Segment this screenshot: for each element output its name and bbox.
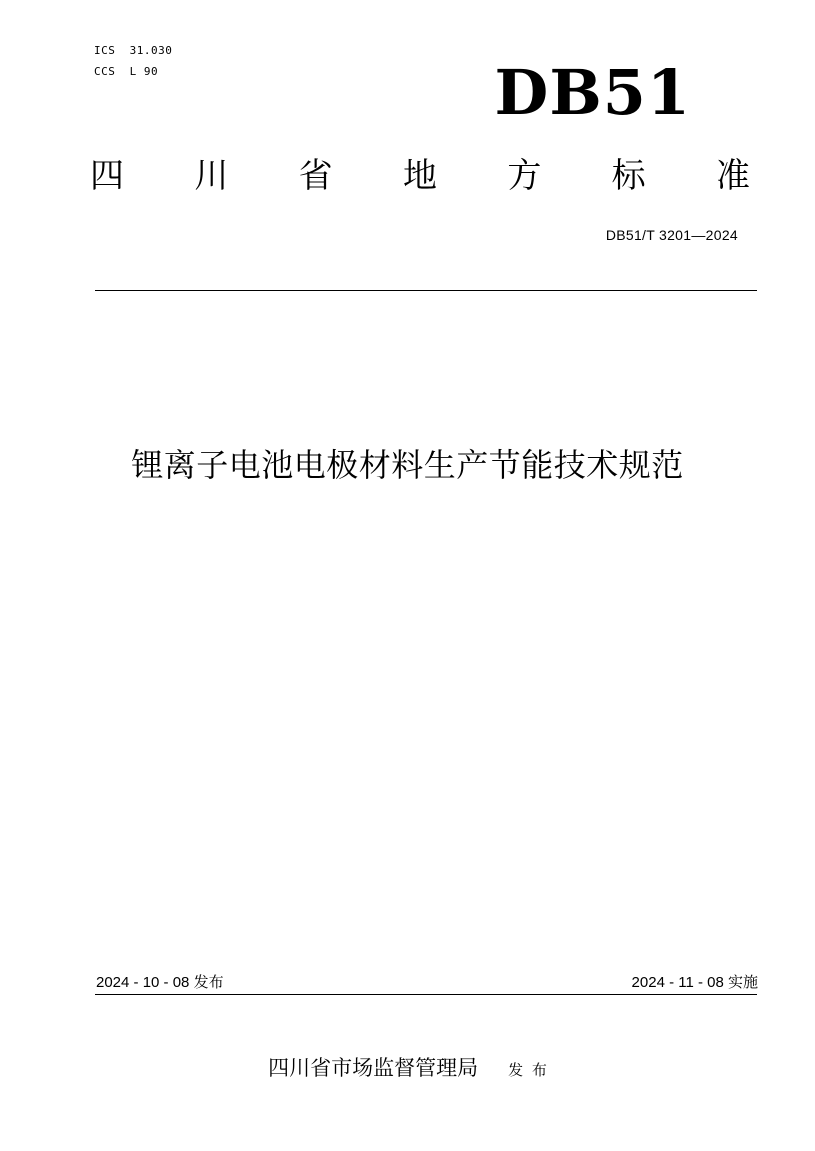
implementation-date: 2024 - 11 - 08 实施	[631, 974, 758, 991]
document-title: 锂离子电池电极材料生产节能技术规范	[131, 446, 684, 484]
standard-type-char: 川	[194, 156, 229, 196]
classification-codes	[94, 40, 172, 82]
standard-code-logo: DB51	[494, 56, 691, 129]
standard-type-char: 省	[298, 156, 333, 196]
issuer-line	[0, 1053, 815, 1085]
standard-type-char: 方	[507, 156, 542, 196]
issuer-action: 发 布	[508, 1061, 547, 1079]
footer-divider	[95, 994, 757, 995]
ccs-code: CCS L 90	[94, 65, 159, 78]
standard-number: DB51/T 3201—2024	[605, 227, 738, 243]
header-divider	[95, 290, 757, 291]
standard-type-char: 四	[90, 156, 124, 196]
release-date: 2024 - 10 - 08 发布	[96, 974, 224, 991]
ics-code: ICS 31.030	[94, 44, 173, 57]
standard-type-char: 地	[402, 156, 437, 196]
standard-type-heading	[90, 154, 750, 198]
issuer-name: 四川省市场监督管理局	[268, 1056, 479, 1080]
standard-type-char: 准	[715, 156, 750, 196]
standard-type-char: 标	[611, 156, 646, 196]
